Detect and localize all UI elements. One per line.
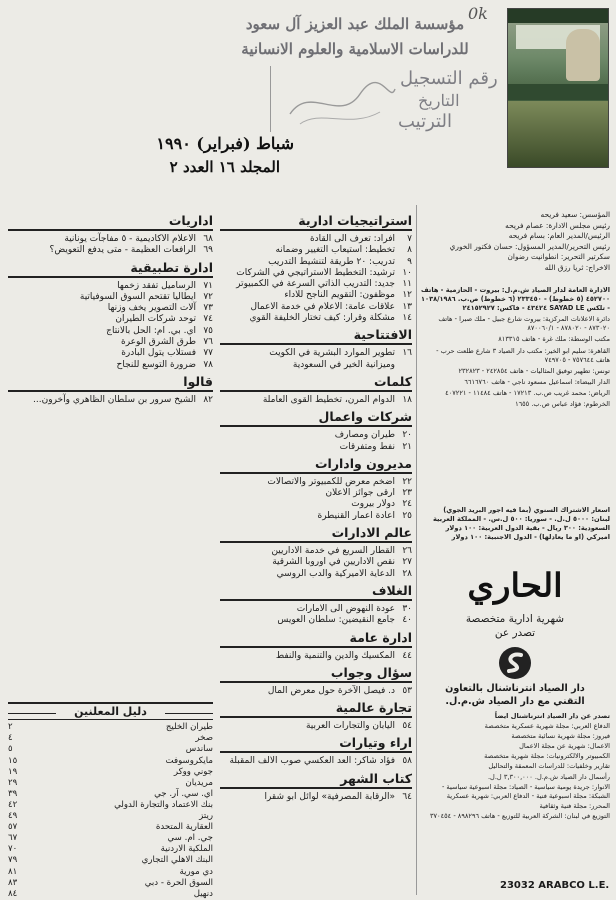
toc-entry-title: نفط ومتفرقات xyxy=(339,441,395,452)
advertiser-page: ٢ xyxy=(8,722,13,733)
toc-section-title[interactable]: قالوا xyxy=(8,374,213,392)
toc-entry[interactable] xyxy=(8,314,213,325)
advertiser-name: السوق الحرة - دبي xyxy=(144,877,213,888)
toc-entry-title: اعادة اعمار القنيطرة xyxy=(317,510,395,521)
advertiser-name: دنهيل xyxy=(193,888,213,899)
subscription-paragraph: لبنان: ٥٠٠٠ ل.ل. - سوريا: ٥٠٠ ل.س. - المملكة العربية السعودية: ٣٠٠ ريال - بقية الدول العربية: ١٠٠ دولار اميركي (او ما يعادلها) - الدول الاجنبية: ١٠٠ دولار xyxy=(432,515,610,542)
toc-entry[interactable] xyxy=(220,686,412,697)
staff-line: سكرتير التحرير: انطوانيت رضوان xyxy=(507,252,610,261)
corner-handwritten-mark: 0k xyxy=(468,4,488,23)
address-paragraph: القاهرة: سليم ابو الخير: مكتب دار الصياد ٣ شارع طلعت حرب - هاتف ٧٥٧٦٤٤ - ٧٤٩٧٠٥ xyxy=(436,346,610,364)
toc-section-title[interactable]: مديرون وادارات xyxy=(220,456,412,474)
toc-entry[interactable] xyxy=(220,348,412,359)
advertiser-name: طيران الخليج xyxy=(165,722,213,733)
staff-line: رئيس مجلس الادارة: عصام فريحه xyxy=(505,220,610,230)
advertiser-page: ٨٣ xyxy=(8,877,18,888)
magazine-tagline xyxy=(420,612,610,640)
staff-masthead xyxy=(420,210,610,273)
tagline-line2: تصدر عن xyxy=(494,627,536,639)
advertiser-entry[interactable] xyxy=(8,844,213,855)
issue-volume: المجلد ١٦ العدد ٢ xyxy=(169,158,280,176)
toc-page-number: ٢٢ xyxy=(402,476,412,487)
advertiser-page: ٤ xyxy=(8,733,13,744)
advertiser-entry[interactable] xyxy=(8,878,213,889)
advertiser-page: ٥ xyxy=(8,744,13,755)
toc-entry-title: تدريب: ٢٠ طريقة لتنشيط التدريب xyxy=(268,256,395,267)
toc-page-number: ١١ xyxy=(402,279,412,290)
subscription-paragraph: اسعار الاشتراك السنوي (بما فيه اجور البريد الجوي) xyxy=(443,506,610,514)
toc-entry-title: عودة النهوض الى الامارات xyxy=(296,603,395,614)
toc-entry[interactable] xyxy=(8,292,213,303)
toc-entry[interactable] xyxy=(220,499,412,510)
toc-page-number: ٣٠ xyxy=(402,603,412,614)
toc-entry-title: جديد: التدريب الذاتي السرعة في الكمبيوتر xyxy=(236,279,395,290)
advertiser-name: الملكية الاردنية xyxy=(160,844,213,855)
toc-section-title[interactable]: سؤال وجواب xyxy=(220,665,412,683)
toc-entry-title: اضخم معرض للكمبيوتر والاتصالات xyxy=(267,476,395,487)
column-divider xyxy=(416,205,417,895)
toc-entry-title: اي. بي. ام: الحل بالانتاج xyxy=(106,325,196,336)
toc-section-title[interactable]: شركات واعمال xyxy=(220,409,412,427)
toc-entry-title: ضرورة التوسع للنجاح xyxy=(116,359,196,370)
advertiser-entry[interactable] xyxy=(8,789,213,800)
toc-entry[interactable] xyxy=(220,546,412,557)
toc-page-number: ٥٤ xyxy=(402,721,412,732)
advertiser-entry[interactable] xyxy=(8,767,213,778)
toc-entry-title: علاقات عامة: الاعلام في خدمة الاعمال xyxy=(250,301,395,312)
advertiser-page: ٢٩ xyxy=(8,777,18,788)
staff-line: رئيس التحرير/المدير المسؤول: حسان فكتور الخوري xyxy=(449,241,610,251)
toc-section-title[interactable]: كلمات xyxy=(220,374,412,392)
toc-entry[interactable] xyxy=(8,326,213,337)
toc-middle-column xyxy=(220,210,412,803)
toc-entry[interactable] xyxy=(220,442,412,453)
toc-entry-title: الرافعات العظيمة - متى يدفع التعويض؟ xyxy=(49,245,196,256)
toc-page-number: ٩ xyxy=(407,256,412,267)
advertiser-page: ٦٧ xyxy=(8,833,18,844)
toc-page-number: ٥٨ xyxy=(402,756,412,767)
publisher-logo-icon xyxy=(498,646,532,684)
addresses-block xyxy=(420,286,610,411)
toc-entry[interactable] xyxy=(220,488,412,499)
toc-page-number: ٢٣ xyxy=(402,488,412,499)
toc-entry[interactable] xyxy=(8,245,213,256)
advertiser-name: جوني ووكر xyxy=(173,766,213,777)
toc-entry-title: مشكلة وقرار: كيف تختار الخليفة القوي xyxy=(249,313,395,324)
issue-date: شباط (فبراير) ١٩٩٠ xyxy=(156,134,294,153)
toc-entry-title: ارقى جوائز الاعلان xyxy=(325,488,395,499)
library-stamp-line1: مؤسسة الملك عبد العزيز آل سعود xyxy=(245,15,465,33)
toc-section-title[interactable]: الغلاف xyxy=(220,583,412,601)
advertiser-entry[interactable] xyxy=(8,822,213,833)
publisher-info-paragraph: الاعمال: شهرية عن مجلة الاعمال xyxy=(519,742,610,751)
advertiser-name: ريتز xyxy=(199,811,213,822)
advertiser-entry[interactable] xyxy=(8,867,213,878)
toc-page-number: ٧٨ xyxy=(203,359,213,370)
toc-entry-title: «الرقابة المصرفية» لوائل ابو شقرا xyxy=(264,791,395,802)
advertiser-page: ٤٩ xyxy=(8,811,18,822)
cover-thumbnail xyxy=(507,8,609,168)
toc-entry[interactable] xyxy=(220,290,412,301)
toc-entry-title: ترشيد: التخطيط الاستراتيجي في الشركات xyxy=(236,267,395,278)
advertiser-page: ٨٤ xyxy=(8,888,18,899)
toc-entry[interactable] xyxy=(220,313,412,324)
toc-entry-title: القطار السريع في خدمة الاداريين xyxy=(271,546,395,557)
publisher-info-paragraph: المحرر: مجلة فنية وثقافية xyxy=(539,801,610,810)
toc-entry-title: تطوير الموارد البشرية في الكويت xyxy=(269,348,395,359)
toc-page-number: ٢٧ xyxy=(402,557,412,568)
toc-page-number: ٢٨ xyxy=(402,568,412,579)
toc-entry-title: طيران ومصارف xyxy=(334,430,395,441)
toc-section-title[interactable]: ادارة تطبيقية xyxy=(8,260,213,278)
toc-section-title[interactable]: اداريات xyxy=(8,213,213,231)
toc-page-number: ٧٣ xyxy=(203,303,213,314)
publisher-info-paragraph: الدفاع العربي: مجلة شهرية عسكرية متخصصة xyxy=(484,722,610,731)
toc-entry[interactable] xyxy=(8,395,213,406)
publisher-info-paragraph: الانوار: جريدة يومية سياسية - الصياد: مجلة اسبوعية سياسية - الشبكة: مجلة اسبوعية فنية - الدفاع العربي: شهرية عسكرية xyxy=(441,782,610,800)
toc-entry[interactable] xyxy=(220,557,412,568)
toc-entry[interactable] xyxy=(220,756,412,767)
address-paragraph: الرياض: محمد غريب ص.ب. ١٧٢١٣ - هاتف ١١٤٨٤ - ٤٠٧٢٢١ xyxy=(445,388,610,397)
toc-page-number: ٢٦ xyxy=(402,546,412,557)
toc-page-number: ٢٤ xyxy=(402,499,412,510)
advertiser-name: العقارية المتحدة xyxy=(155,822,213,833)
toc-page-number: ٧٤ xyxy=(203,314,213,325)
advertisers-list xyxy=(8,722,213,900)
toc-entry-title: الاعلام الاكاديمية - ٥ مفاجآت يونانية xyxy=(64,234,196,244)
toc-section-title[interactable]: تجارة عالمية xyxy=(220,700,412,718)
toc-page-number: ٨ xyxy=(407,245,412,256)
toc-page-number: ٧٥ xyxy=(203,325,213,336)
library-stamp-line2: للدراسات الاسلامية والعلوم الانسانية xyxy=(241,40,469,58)
publisher-info-paragraph: تقارير وخلفيات: للدراسات المعمقة والتحاليل xyxy=(488,762,610,771)
advertiser-page: ٨١ xyxy=(8,866,18,877)
toc-entry[interactable] xyxy=(8,348,213,359)
address-paragraph: الادارة العامة لدار الصياد ش.م.ل: بيروت - الحازمية - هاتف ٤٥٢٧٠٠ (٥ خطوط) - ٢٣٣٤٥٠ (٦ خطوط) ص.ب. ١٠٣٨/١٩٨٦ - تلكس SAYAD LE ٤٣٤٢٤ - فاكس: ٢٤١٥٢٩٢٧ xyxy=(421,286,610,313)
toc-entry-title: المكسيك والدين والتنمية والنفط xyxy=(275,650,395,661)
toc-page-number: ١٦ xyxy=(402,348,412,359)
toc-section-title[interactable]: الافتتاحية xyxy=(220,327,412,345)
address-paragraph: مكتب الوسطة: ملك غرة - هاتف ٨١٣٣١٥ xyxy=(498,335,610,344)
toc-entry[interactable] xyxy=(8,281,213,292)
address-paragraph: الخرطوم: فؤاد عباس ص.ب. ١٦٥٥ xyxy=(515,400,610,409)
advertiser-name: جي. ام. سي xyxy=(167,833,213,844)
stamp-field-registration: رقم التسجيل xyxy=(400,68,498,89)
toc-entry-title: طرق الشرق الوعرة xyxy=(121,337,196,348)
toc-entry[interactable] xyxy=(220,279,412,290)
toc-entry-title: الدعاية الاميركية والدب الروسي xyxy=(276,568,395,579)
toc-entry[interactable] xyxy=(8,337,213,348)
toc-entry[interactable] xyxy=(220,569,412,580)
toc-page-number: ٤٤ xyxy=(402,650,412,661)
toc-entry-title: افراد: تعرف الى القادة xyxy=(309,234,395,244)
advertiser-page: ٣٩ xyxy=(8,788,18,799)
toc-entry-title: اليابان والتجارات العربية xyxy=(305,721,395,732)
cover-portrait xyxy=(566,29,600,81)
toc-entry[interactable] xyxy=(8,234,213,245)
toc-page-number: ٨٢ xyxy=(203,394,213,405)
advertiser-entry[interactable] xyxy=(8,778,213,789)
toc-entry-title: د. فيصل الآخرة حول معرض المال xyxy=(267,685,395,696)
subscription-block xyxy=(420,506,610,542)
address-paragraph: تونس: تطهير توفيق المثاليات - هاتف ٢٤٢٨٥٤ - ٢٣٢٨٢٣ xyxy=(458,366,610,375)
magazine-logo: الحاري xyxy=(467,567,563,605)
toc-left-column xyxy=(8,210,213,406)
advertiser-name: البنك الاهلي التجاري xyxy=(141,855,213,866)
toc-entry-title: جامع النقيضين: سلطان العويس xyxy=(277,615,395,626)
toc-section-title[interactable]: اراء وتيارات xyxy=(220,735,412,753)
toc-page-number: ٧٧ xyxy=(203,348,213,359)
toc-page-number: ٤٠ xyxy=(402,615,412,626)
advertisers-index xyxy=(8,702,213,900)
publisher-line xyxy=(420,682,610,708)
toc-entry[interactable] xyxy=(220,792,412,803)
advertiser-name: ساندس xyxy=(185,744,213,755)
toc-entry[interactable] xyxy=(220,302,412,313)
tagline-line1: شهرية ادارية متخصصة xyxy=(465,613,565,625)
toc-page-number: ٦٤ xyxy=(402,791,412,802)
toc-entry[interactable] xyxy=(220,360,412,371)
advertiser-entry[interactable] xyxy=(8,833,213,844)
toc-page-number: ٢١ xyxy=(402,441,412,452)
cover-landscape xyxy=(508,101,608,167)
advertiser-entry[interactable] xyxy=(8,811,213,822)
toc-page-number: ١٣ xyxy=(402,301,412,312)
handwritten-scribble xyxy=(280,74,400,138)
advertiser-name: اي. سي. آر. جي xyxy=(154,788,213,799)
toc-entry[interactable] xyxy=(220,395,412,406)
staff-line: المؤسس: سعيد فريحه xyxy=(540,210,610,219)
publisher-line1: دار الصياد انترناشنال بالتعاون xyxy=(445,683,585,694)
address-paragraph: الدار البيضاء: اسماعيل مسعود ناجي - هاتف ٦٦١٦٧٦٠ xyxy=(464,377,610,386)
advertiser-name: مايكروسوفت xyxy=(165,755,213,766)
toc-page-number: ١٠ xyxy=(402,267,412,278)
advertiser-entry[interactable] xyxy=(8,889,213,900)
advertiser-entry[interactable] xyxy=(8,800,213,811)
toc-entry[interactable] xyxy=(220,257,412,268)
staff-line: الاخراج: ثريا رزق الله xyxy=(544,262,610,272)
advertiser-page: ١٥ xyxy=(8,755,18,766)
toc-entry-title: ايطاليا تقتحم السوق السوفياتية xyxy=(79,291,196,302)
toc-entry-title: الدوام المرن، تخطيط القوى العاملة xyxy=(262,394,395,405)
advertiser-entry[interactable] xyxy=(8,855,213,866)
toc-page-number: ٦٨ xyxy=(203,234,213,244)
toc-entry[interactable] xyxy=(220,651,412,662)
staff-line: الرئيس/المدير العام: بسام فريحه xyxy=(508,231,610,240)
toc-entry-title: دولار بيروت xyxy=(351,499,395,510)
telex-number: 23032 ARABCO L.E. xyxy=(500,880,610,891)
toc-entry-title: الشيخ سرور بن سلطان الظاهري وآخرون... xyxy=(33,394,196,405)
advertiser-name: بنك الاعتماد والتجارة الدولي xyxy=(114,799,213,810)
publisher-info-paragraph: رأسمال دار الصياد ش.م.ل. ٣,٣٠٠,٠٠٠ ل.ل. xyxy=(487,772,610,781)
toc-entry[interactable] xyxy=(220,477,412,488)
publisher-info-block xyxy=(420,712,610,822)
stamp-field-order: الترتيب xyxy=(398,111,452,132)
toc-entry[interactable] xyxy=(220,268,412,279)
publisher-info-paragraph: تصدر عن دار الصياد انترناشنال ايضاً xyxy=(494,712,610,720)
toc-entry[interactable] xyxy=(220,615,412,626)
advertiser-entry[interactable] xyxy=(8,722,213,733)
toc-entry-title: تخطيط: استيعاب التغيير وضمانه xyxy=(275,245,395,256)
address-paragraph: دائرة الاعلانات المركزية: بيروت شارع جبيل - ملك صبرا - هاتف ٨٧٣٠٢٠ - ٨٧٨٠٢٠ - ٨٧٠٠٦٠/١ xyxy=(438,315,610,333)
publisher-line2: التقني مع دار الصياد ش.م.ل. xyxy=(445,696,585,707)
advertiser-page: ٤٢ xyxy=(8,799,18,810)
toc-entry[interactable] xyxy=(220,604,412,615)
advertiser-page: ١٩ xyxy=(8,766,18,777)
stamp-field-date: التاريخ xyxy=(418,91,460,110)
toc-page-number: ٢٠ xyxy=(402,430,412,441)
toc-entry-title: نقص الاداريين في اوروبا الشرقية xyxy=(272,557,395,568)
toc-entry-title: فستلاب يتول البادرة xyxy=(121,348,196,359)
toc-entry[interactable] xyxy=(220,234,412,245)
toc-entry[interactable] xyxy=(220,721,412,732)
toc-page-number: ١٨ xyxy=(402,394,412,405)
advertiser-page: ٧٩ xyxy=(8,855,18,866)
toc-entry-title: فؤاد شاكر: العد العكسي صوب الالف المقبلة xyxy=(229,756,395,767)
advertiser-entry[interactable] xyxy=(8,744,213,755)
toc-page-number: ٧ xyxy=(407,234,412,244)
advertiser-name: دي مورية xyxy=(179,866,213,877)
advertisers-title: دليل المعلنين xyxy=(8,702,213,720)
toc-page-number: ٧١ xyxy=(203,280,213,291)
toc-entry-title: توحد شركات الطيران xyxy=(115,314,196,325)
publisher-info-paragraph: الكمبيوتر والالكترونيات: مجلة شهرية متخصصة xyxy=(484,752,610,761)
publisher-info-paragraph: التوزيع في لبنان: الشركة العربية للتوزيع - هاتف ٨٩٨٢٩٦ - ٣٧٠٤٥٤ xyxy=(429,811,610,820)
toc-section-title[interactable]: استراتيجيات ادارية xyxy=(220,213,412,231)
advertiser-page: ٥٧ xyxy=(8,822,18,833)
advertiser-entry[interactable] xyxy=(8,733,213,744)
toc-page-number: ٧٢ xyxy=(203,291,213,302)
toc-entry[interactable] xyxy=(8,303,213,314)
toc-section-title[interactable]: ادارة عامة xyxy=(220,630,412,648)
toc-section-title[interactable]: عالم الادارات xyxy=(220,525,412,543)
toc-page-number: ١٤ xyxy=(402,313,412,324)
advertiser-name: مريديان xyxy=(185,777,213,788)
toc-entry[interactable] xyxy=(8,360,213,371)
toc-page-number: ٥٣ xyxy=(402,685,412,696)
toc-page-number: ٧٦ xyxy=(203,337,213,348)
toc-entry-title: الرساميل تفقد زخمها xyxy=(117,280,196,291)
toc-entry[interactable] xyxy=(220,245,412,256)
advertiser-name: صخر xyxy=(195,733,213,744)
toc-page-number: ٦٩ xyxy=(203,245,213,256)
toc-entry[interactable] xyxy=(220,430,412,441)
advertiser-page: ٧٠ xyxy=(8,844,18,855)
advertiser-entry[interactable] xyxy=(8,756,213,767)
toc-entry-title: وميزانية الخير في السعودية xyxy=(292,359,395,370)
publisher-info-paragraph: فيروز: مجلة شهرية نسائية متخصصة xyxy=(511,732,610,741)
toc-page-number: ٢٥ xyxy=(402,510,412,521)
toc-entry[interactable] xyxy=(220,511,412,522)
toc-entry-title: موظفون: التقويم الناجح للاداء xyxy=(284,290,395,301)
toc-section-title[interactable]: كتاب الشهر xyxy=(220,771,412,789)
toc-entry-title: آلات التصوير يخف وزنها xyxy=(107,303,196,314)
toc-page-number: ١٢ xyxy=(402,290,412,301)
